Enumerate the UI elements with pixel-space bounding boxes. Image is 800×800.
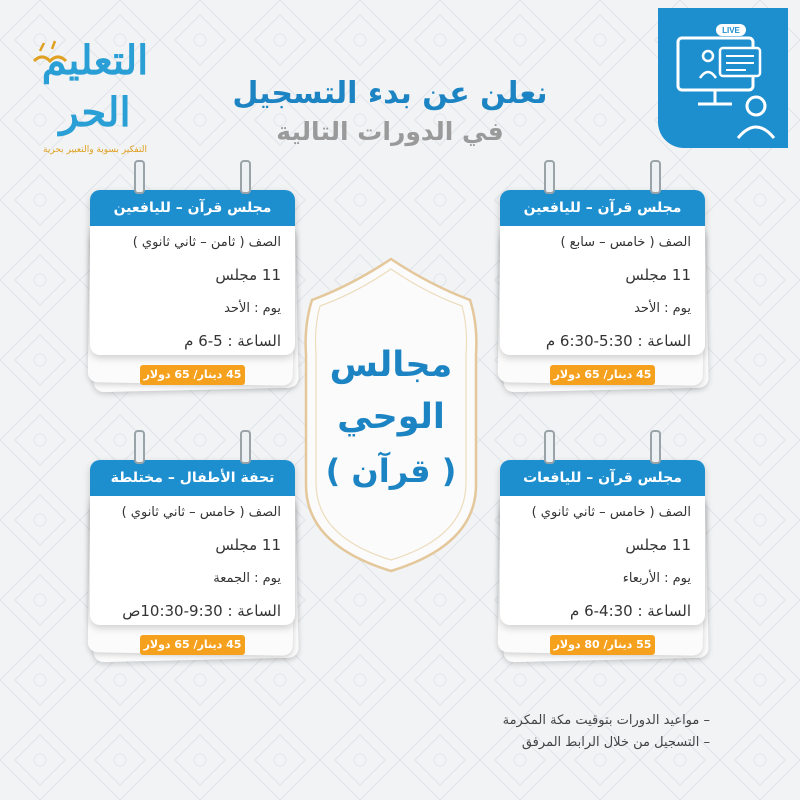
course-card-4: [90, 440, 295, 655]
calendar-ring-icon: [650, 430, 661, 464]
calendar-ring-icon: [544, 160, 555, 194]
live-label: LIVE: [722, 26, 740, 35]
course-sessions: 11 مجلس: [215, 536, 281, 554]
course-day: يوم : الجمعة: [213, 571, 281, 586]
course-sessions: 11 مجلس: [625, 536, 691, 554]
note-timezone: – مواعيد الدورات بتوقيت مكة المكرمة: [502, 713, 710, 728]
calendar-ring-icon: [240, 160, 251, 194]
headline-subtitle: في الدورات التالية: [276, 117, 504, 146]
course-card-1: [500, 170, 705, 385]
center-title-line3: ( قرآن ): [325, 452, 457, 490]
course-time: الساعة : 5:30-6:30 م: [545, 332, 691, 350]
course-day: يوم : الأربعاء: [622, 571, 691, 586]
footer-notes: [390, 710, 710, 754]
brand-logo: [20, 35, 170, 155]
course-price: 45 دينار/ 65 دولار: [140, 635, 245, 655]
note-registration: – التسجيل من خلال الرابط المرفق: [521, 735, 710, 750]
center-title-line2: الوحي: [337, 397, 445, 437]
live-lesson-badge: [658, 8, 788, 148]
course-price: 55 دينار/ 80 دولار: [550, 635, 655, 655]
calendar-ring-icon: [134, 160, 145, 194]
course-title: تحفة الأطفال – مختلطة: [90, 460, 295, 496]
course-price: 45 دينار/ 65 دولار: [140, 365, 245, 385]
calendar-ring-icon: [650, 160, 661, 194]
calendar-ring-icon: [544, 430, 555, 464]
course-time: الساعة : 9:30-10:30ص: [122, 602, 281, 620]
book-icon: [30, 37, 70, 67]
center-title-line1: مجالس: [329, 345, 453, 385]
calendar-ring-icon: [134, 430, 145, 464]
course-day: يوم : الأحد: [224, 301, 281, 316]
course-time: الساعة : 4:30-6 م: [570, 602, 691, 620]
course-title: مجلس قرآن – لليافعين: [90, 190, 295, 226]
course-title: مجلس قرآن – لليافعين: [500, 190, 705, 226]
course-grade: الصف ( خامس – سابع ): [560, 235, 691, 250]
course-card-2: [90, 170, 295, 385]
online-teacher-icon: [658, 8, 788, 148]
course-sessions: 11 مجلس: [625, 266, 691, 284]
calendar-ring-icon: [240, 430, 251, 464]
course-card-3: [500, 440, 705, 655]
course-time: الساعة : 5-6 م: [184, 332, 281, 350]
course-grade: الصف ( خامس – ثاني ثانوي ): [531, 505, 691, 520]
headline-announcement: نعلن عن بدء التسجيل: [232, 76, 548, 111]
logo-tagline: التفكير بسوية والتعبير بحرية: [43, 145, 147, 155]
course-day: يوم : الأحد: [634, 301, 691, 316]
course-title: مجلس قرآن – لليافعات: [500, 460, 705, 496]
course-sessions: 11 مجلس: [215, 266, 281, 284]
course-price: 45 دينار/ 65 دولار: [550, 365, 655, 385]
course-grade: الصف ( ثامن – ثاني ثانوي ): [132, 235, 281, 250]
logo-title: التعليم الحر: [41, 37, 149, 136]
course-grade: الصف ( خامس – ثاني ثانوي ): [121, 505, 281, 520]
